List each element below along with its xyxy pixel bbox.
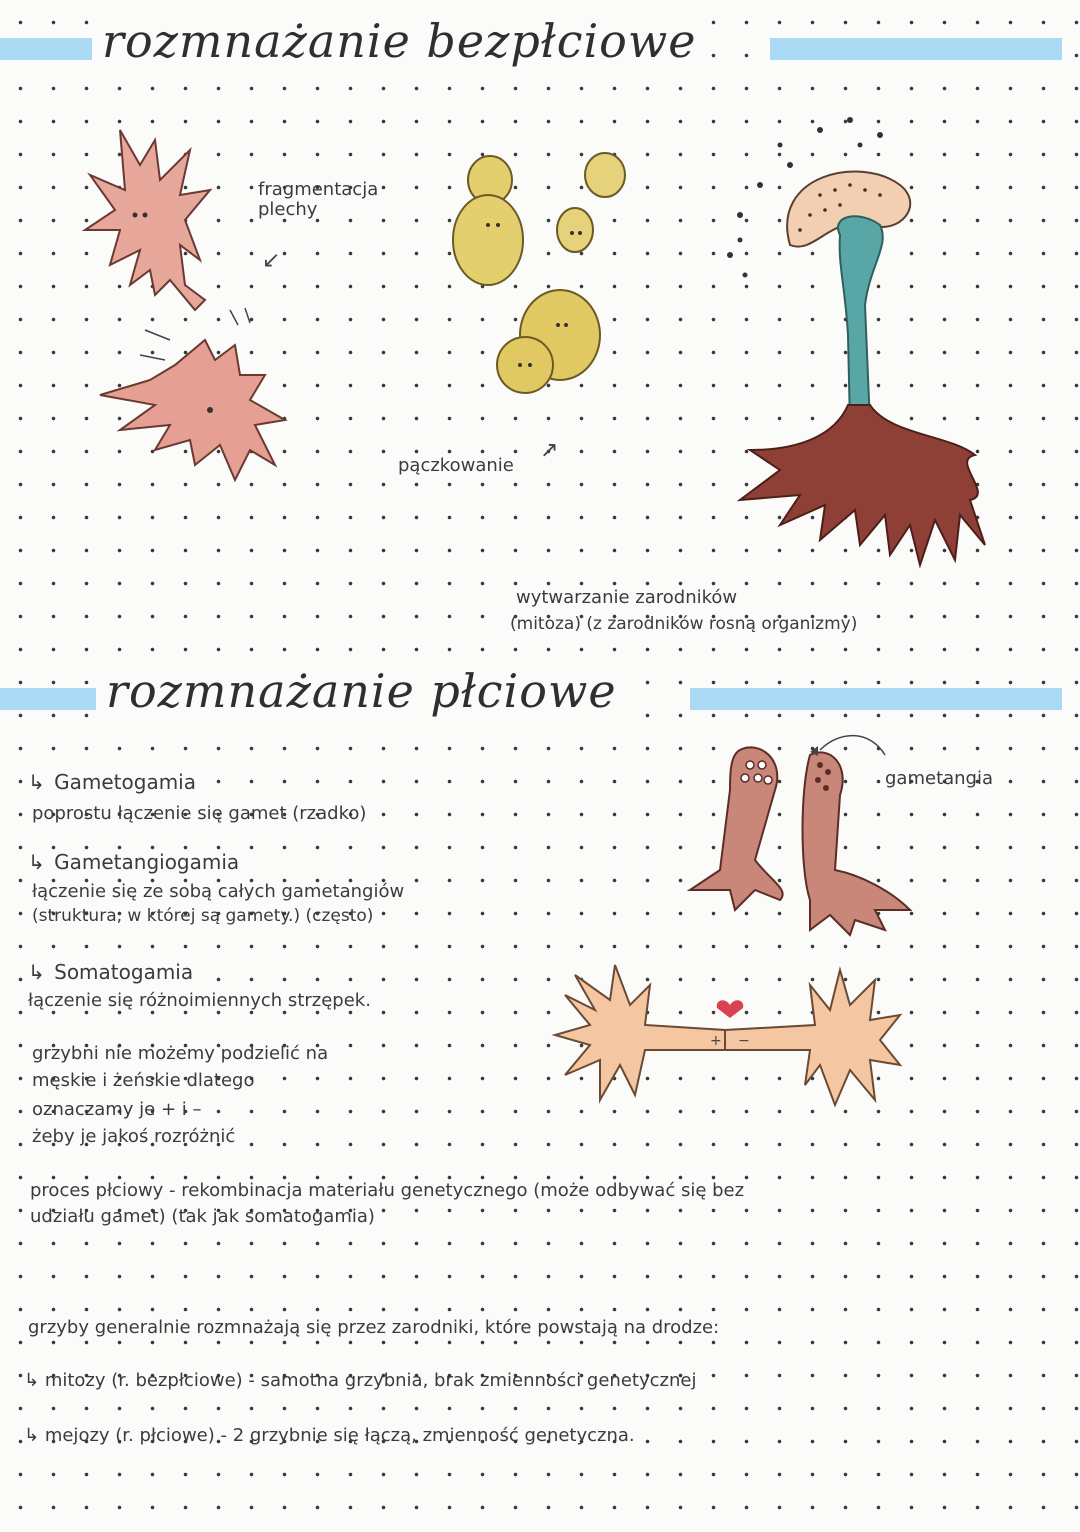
note-line: męskie i żeńskie dlatego [32,1070,255,1091]
budding-illustration [450,145,650,405]
brown-rhizoids [740,405,985,565]
summary-intro: grzyby generalnie rozmnażają się przez zarodniki, które powstają na drodze: [28,1317,720,1338]
gametangia-label: gametangia [885,768,994,789]
svg-text:−: − [738,1033,750,1049]
note-line: oznaczamy je + i – [32,1099,202,1120]
svg-text:+: + [710,1033,722,1049]
bullet-arrow-icon: ↳ [24,1425,40,1446]
section-title-asexual: rozmnażanie bezpłciowe [92,14,706,68]
item-text: łączenie się różnoimiennych strzępek. [28,990,371,1011]
item-heading: ↳ Gametangiogamia [28,850,242,874]
item-heading: ↳ Somatogamia [28,960,196,984]
budding-label: pączkowanie [398,455,514,476]
section-title-sexual: rozmnażanie płciowe [96,664,627,718]
highlight-bar-right-2 [690,688,1062,710]
fragmentation-label: fragmentacja plechy [258,179,379,220]
hypha-plus [555,965,725,1100]
teal-stalk [838,216,883,425]
bullet-arrow-icon: ↳ [28,770,45,794]
yeast-cell-large [453,156,523,285]
sporangium-illustration [720,105,1020,575]
hypha-minus [725,970,900,1105]
bullet-arrow-icon: ↳ [28,960,45,984]
fungus-fragment-bottom [100,340,285,480]
bullet-arrow-icon: ↳ [28,850,45,874]
fragmentation-illustration [60,120,300,500]
budding-arrow-icon: ↗ [540,438,559,463]
somatogamy-illustration [555,955,905,1125]
spores-label-line2: (mitoza) (z zarodników rosną organizmy) [510,614,858,634]
gametangium-left [690,747,783,910]
item-text: poprostu łączenie się gamet (rzadko) [32,803,367,824]
highlight-bar-left-2 [0,688,105,710]
process-definition-line1: proces płciowy - rekombinacja materiału genetycznego (może odbywać się bez [30,1180,745,1201]
note-line: grzybni nie możemy podzielić na [32,1043,329,1064]
yeast-cell-small-1 [557,153,625,252]
item-heading: ↳ Gametogamia [28,770,199,794]
item-text-2: (struktura, w której są gamety.) (często) [32,906,374,926]
summary-item-meiosis: ↳ mejozy (r. płciowe) - 2 grzybnie się łączą, zmienność genetyczna. [24,1425,635,1446]
process-definition-line2: udziału gamet) (tak jak somatogamia) [30,1206,375,1227]
fragmentation-arrow-icon: ↙ [262,248,281,273]
fungus-fragment-top [85,130,210,310]
note-line: żeby je jakoś rozróżnić [32,1126,236,1147]
item-text: łączenie się ze sobą całych gametangiów [32,881,405,902]
yeast-cell-budding [497,290,600,393]
heart-icon [717,1000,744,1018]
spores-label-line1: wytwarzanie zarodników [516,587,738,608]
bullet-arrow-icon: ↳ [24,1370,40,1391]
highlight-bar-right-1 [770,38,1062,60]
summary-item-mitosis: ↳ mitozy (r. bezpłciowe) - samotna grzybnia, brak zmienności genetycznej [24,1370,697,1391]
